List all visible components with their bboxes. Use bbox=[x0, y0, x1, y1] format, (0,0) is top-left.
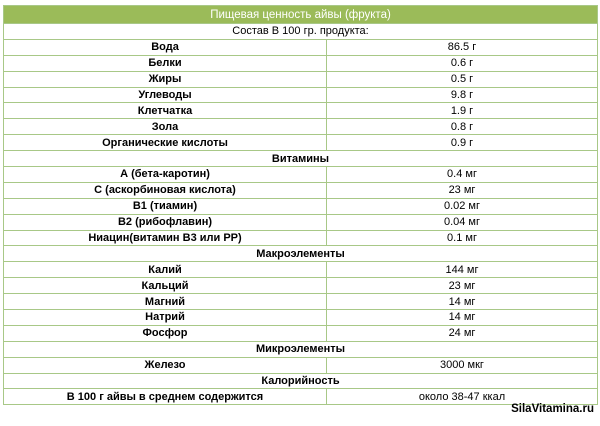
table-row bbox=[4, 262, 598, 278]
nutrient-name: Натрий bbox=[4, 310, 327, 326]
table-row bbox=[4, 119, 598, 135]
table-row bbox=[4, 71, 598, 87]
table-row bbox=[4, 55, 598, 71]
nutrient-value: 24 мг bbox=[327, 325, 598, 341]
nutrient-name: Углеводы bbox=[4, 87, 327, 103]
nutrient-value: 23 мг bbox=[327, 278, 598, 294]
table-row bbox=[4, 135, 598, 151]
nutrient-name: Органические кислоты bbox=[4, 135, 327, 151]
nutrient-name: В 100 г айвы в среднем содержится bbox=[4, 389, 327, 405]
nutrient-value: 86.5 г bbox=[327, 39, 598, 55]
nutrient-name: В1 (тиамин) bbox=[4, 198, 327, 214]
section-header: Макроэлементы bbox=[4, 246, 598, 262]
nutrient-value: 0.6 г bbox=[327, 55, 598, 71]
nutrient-name: Ниацин(витамин В3 или РР) bbox=[4, 230, 327, 246]
nutrient-name: Белки bbox=[4, 55, 327, 71]
table-row bbox=[4, 389, 598, 405]
nutrient-name: А (бета-каротин) bbox=[4, 167, 327, 183]
nutrient-value: 0.4 мг bbox=[327, 167, 598, 183]
nutrient-value: около 38-47 ккал bbox=[327, 389, 598, 405]
nutrient-name: Кальций bbox=[4, 278, 327, 294]
nutrient-name: С (аскорбиновая кислота) bbox=[4, 182, 327, 198]
nutrient-value: 14 мг bbox=[327, 310, 598, 326]
table-row bbox=[4, 310, 598, 326]
table-row bbox=[4, 167, 598, 183]
nutrition-table bbox=[3, 5, 598, 405]
nutrient-name: Магний bbox=[4, 294, 327, 310]
nutrient-value: 144 мг bbox=[327, 262, 598, 278]
table-row bbox=[4, 198, 598, 214]
nutrient-name: Фосфор bbox=[4, 325, 327, 341]
nutrient-value: 3000 мкг bbox=[327, 357, 598, 373]
table-row bbox=[4, 278, 598, 294]
nutrient-name: Железо bbox=[4, 357, 327, 373]
table-title: Пищевая ценность айвы (фрукта) bbox=[4, 6, 598, 24]
nutrient-value: 0.5 г bbox=[327, 71, 598, 87]
nutrient-value: 14 мг bbox=[327, 294, 598, 310]
nutrient-name: Вода bbox=[4, 39, 327, 55]
site-credit: SilaVitamina.ru bbox=[511, 403, 594, 415]
nutrient-value: 0.8 г bbox=[327, 119, 598, 135]
nutrient-value: 9.8 г bbox=[327, 87, 598, 103]
nutrient-name: Клетчатка bbox=[4, 103, 327, 119]
nutrition-table-container bbox=[3, 5, 597, 405]
nutrient-value: 23 мг bbox=[327, 182, 598, 198]
section-header-row bbox=[4, 246, 598, 262]
table-row bbox=[4, 325, 598, 341]
nutrient-name: В2 (рибофлавин) bbox=[4, 214, 327, 230]
nutrient-name: Жиры bbox=[4, 71, 327, 87]
table-row bbox=[4, 230, 598, 246]
nutrient-value: 0.04 мг bbox=[327, 214, 598, 230]
intro-text: Состав В 100 гр. продукта: bbox=[4, 24, 598, 40]
nutrient-value: 0.9 г bbox=[327, 135, 598, 151]
section-header: Калорийность bbox=[4, 373, 598, 389]
section-header-row bbox=[4, 373, 598, 389]
table-row bbox=[4, 182, 598, 198]
table-row bbox=[4, 87, 598, 103]
nutrient-name: Калий bbox=[4, 262, 327, 278]
intro-row bbox=[4, 24, 598, 40]
table-row bbox=[4, 357, 598, 373]
nutrient-value: 0.02 мг bbox=[327, 198, 598, 214]
table-row bbox=[4, 214, 598, 230]
table-row bbox=[4, 103, 598, 119]
section-header: Витамины bbox=[4, 151, 598, 167]
section-header: Микроэлементы bbox=[4, 341, 598, 357]
section-header-row bbox=[4, 151, 598, 167]
nutrient-name: Зола bbox=[4, 119, 327, 135]
table-title-row bbox=[4, 6, 598, 24]
section-header-row bbox=[4, 341, 598, 357]
table-row bbox=[4, 39, 598, 55]
nutrient-value: 1.9 г bbox=[327, 103, 598, 119]
table-row bbox=[4, 294, 598, 310]
nutrient-value: 0.1 мг bbox=[327, 230, 598, 246]
